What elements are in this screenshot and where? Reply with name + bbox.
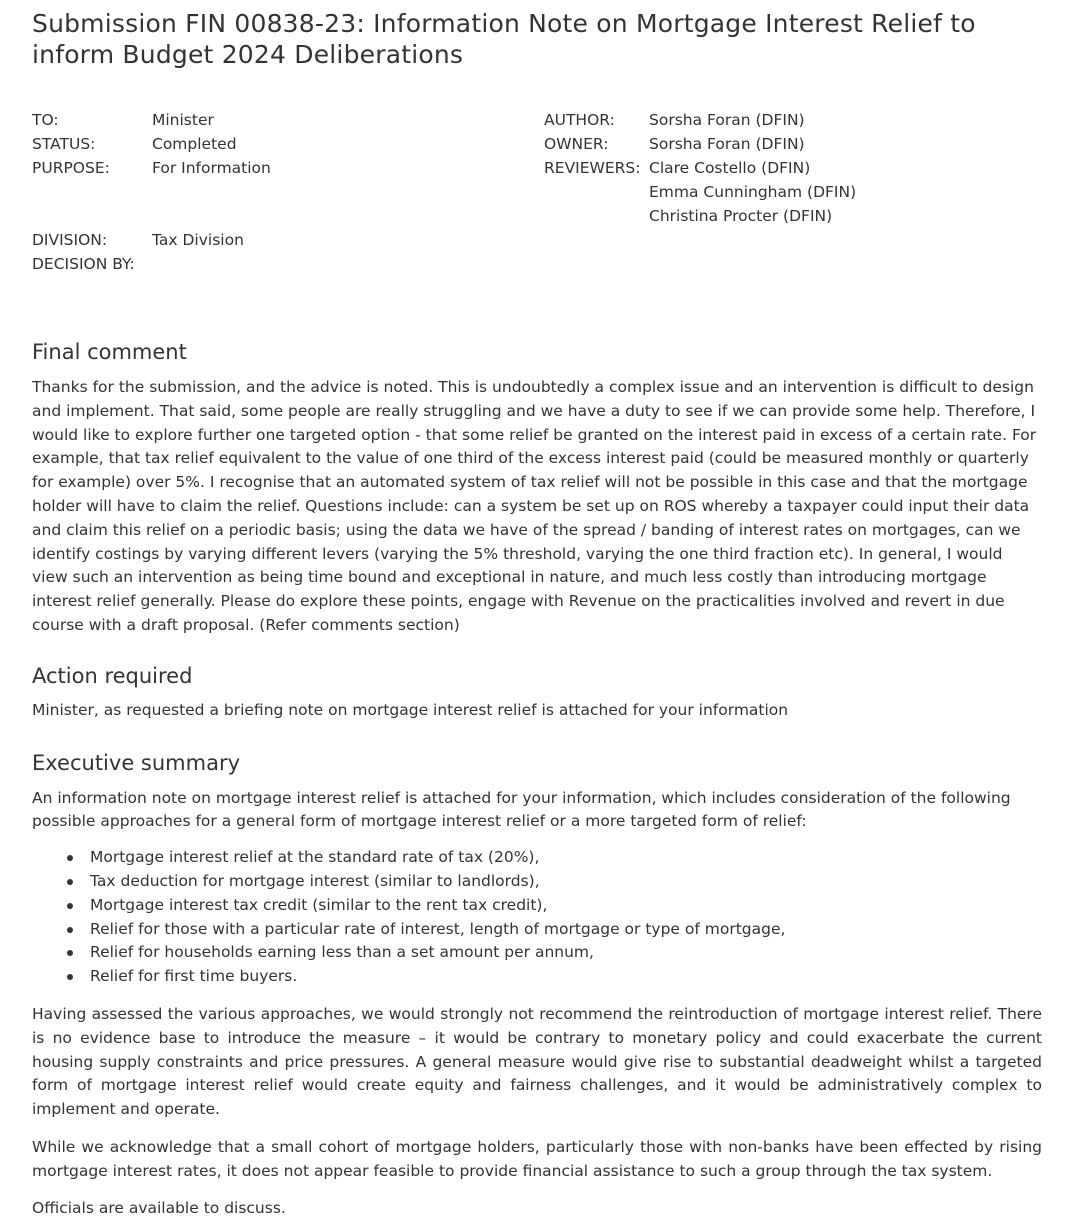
list-item-text: Mortgage interest relief at the standard rate of tax (20%),	[90, 848, 540, 867]
meta-value-status: Completed	[152, 135, 237, 153]
action-required-text: Minister, as requested a briefing note on mortgage interest relief is attached for your information	[32, 700, 789, 719]
meta-label-reviewers: REVIEWERS:	[544, 159, 641, 177]
reviewer-name: Emma Cunningham (DFIN)	[649, 183, 857, 201]
bullet-icon	[67, 879, 73, 885]
executive-summary-paragraph-3: Officials are available to discuss.	[32, 1198, 286, 1217]
reviewer-name: Clare Costello (DFIN)	[649, 159, 811, 177]
reviewer-name: Christina Procter (DFIN)	[649, 207, 833, 225]
action-required-heading: Action required	[32, 663, 193, 688]
list-item-text: Relief for households earning less than a set amount per annum,	[90, 943, 594, 962]
meta-value-purpose: For Information	[152, 159, 271, 177]
meta-label-division: DIVISION:	[32, 231, 108, 249]
list-item-text: Relief for those with a particular rate of interest, length of mortgage or type of mortgage,	[90, 919, 786, 938]
meta-label-decision-by: DECISION BY:	[32, 255, 135, 273]
meta-label-purpose: PURPOSE:	[32, 159, 110, 177]
list-item-text: Tax deduction for mortgage interest (similar to landlords),	[90, 871, 540, 890]
list-item-text: Mortgage interest tax credit (similar to the rent tax credit),	[90, 895, 548, 914]
metadata-block	[32, 108, 1042, 340]
bullet-icon	[67, 903, 73, 909]
meta-label-status: STATUS:	[32, 135, 96, 153]
list-item-text: Relief for first time buyers.	[90, 967, 298, 986]
meta-value-author: Sorsha Foran (DFIN)	[649, 111, 805, 129]
executive-summary-paragraph-2: While we acknowledge that a small cohort of mortgage holders, particularly those with non-banks have been effected by rising mortgage interest rates, it does not appear feasible to provide financial assistance to such a group through the tax system.	[32, 1137, 1042, 1180]
final-comment-heading: Final comment	[32, 340, 187, 364]
document-title: Submission FIN 00838-23: Information Note on Mortgage Interest Relief to inform Budget 2024 Deliberations	[32, 9, 976, 69]
list-item	[32, 918, 1042, 942]
meta-value-to: Minister	[152, 111, 214, 129]
bullet-icon	[67, 927, 73, 933]
bullet-icon	[67, 974, 73, 980]
meta-label-author: AUTHOR:	[544, 111, 615, 129]
meta-label-owner: OWNER:	[544, 135, 609, 153]
bullet-icon	[67, 950, 73, 956]
list-item	[32, 846, 1042, 870]
list-item	[32, 870, 1042, 894]
list-item	[32, 965, 1042, 989]
approaches-list	[32, 846, 1042, 989]
meta-value-owner: Sorsha Foran (DFIN)	[649, 135, 805, 153]
list-item	[32, 894, 1042, 918]
executive-summary-heading: Executive summary	[32, 750, 241, 775]
meta-label-to: TO:	[32, 111, 59, 129]
bullet-icon	[67, 855, 73, 861]
final-comment-text: Thanks for the submission, and the advice is noted. This is undoubtedly a complex issue and an intervention is difficult to design and implement. That said, some people are really struggling and we have a duty to see if we can provide some help. Therefore, I would like to explore further one targeted option - that some relief be granted on the interest paid in excess of a certain rate. For example, that tax relief equivalent to the value of one third of the excess interest paid (could be measured monthly or quarterly for example) over 5%. I recognise that an automated system of tax relief will not be possible in this case and that the mortgage holder will have to claim the relief. Questions include: can a system be set up on ROS whereby a taxpayer could input their data and claim this relief on a periodic basis; using the data we have of the spread / banding of interest rates on mortgages, can we identify costings by varying different levers (varying the 5% threshold, varying the one third fraction etc). In general, I would view such an intervention as being time bound and exceptional in nature, and much less costly than introducing mortgage interest relief generally. Please do explore these points, engage with Revenue on the practicalities involved and revert in due course with a draft proposal. (Refer comments section)	[32, 378, 1037, 634]
executive-summary-intro: An information note on mortgage interest relief is attached for your information, which includes consideration of the following possible approaches for a general form of mortgage interest relief or a more targeted form of relief:	[32, 788, 1011, 831]
list-item	[32, 941, 1042, 965]
executive-summary-paragraph-1: Having assessed the various approaches, we would strongly not recommend the reintroduction of mortgage interest relief. There is no evidence base to introduce the measure – it would be contrary to monetary policy and could exacerbate the current housing supply constraints and price pressures. A general measure would give rise to substantial deadweight whilst a targeted form of mortgage interest relief would create equity and fairness challenges, and it would be administratively complex to implement and operate.	[32, 1004, 1042, 1119]
meta-value-division: Tax Division	[152, 231, 244, 249]
